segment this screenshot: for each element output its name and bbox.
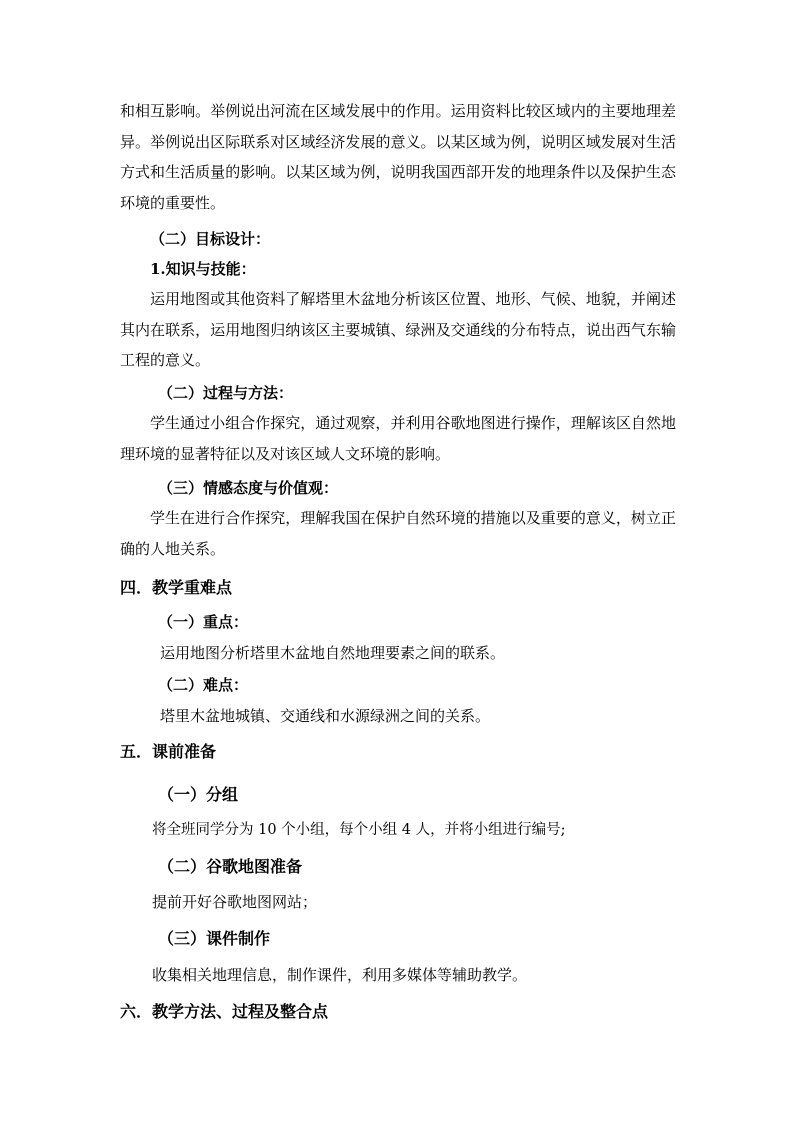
- difficult-point-text: 塔里木盆地城镇、交通线和水源绿洲之间的关系。: [160, 707, 491, 725]
- section-6-heading: 六．教学方法、过程及整合点: [120, 1002, 329, 1021]
- difficult-point-heading: （二）难点：: [158, 676, 249, 694]
- goal-design-heading: （二）目标设计：: [150, 230, 271, 248]
- key-point-heading: （一）重点：: [158, 613, 249, 631]
- intro-paragraph: 和相互影响。举例说出河流在区域发展中的作用。运用资料比较区域内的主要地理差异。举例说出区际联系对区域经济发展的意义。以某区域为例，说明区域发展对生活方式和生活质量的影响。以某区域为例，说明我国西部开发的地理条件以及保护生态环境的重要性。: [120, 102, 676, 212]
- section-5-heading: 五．课前准备: [120, 742, 217, 761]
- courseware-heading: （三）课件制作: [158, 929, 271, 948]
- process-methods-heading: （二）过程与方法：: [158, 384, 294, 402]
- process-methods-text: 学生通过小组合作探究，通过观察，并利用谷歌地图进行操作，理解该区自然地理环境的显著特征以及对该区域人文环境的影响。: [120, 414, 676, 463]
- knowledge-skills-text: 运用地图或其他资料了解塔里木盆地分析该区位置、地形、气候、地貌，并阐述其内在联系，运用地图归纳该区主要城镇、绿洲及交通线的分布特点，说出西气东输工程的意义。: [120, 290, 676, 369]
- section-4-heading: 四．教学重难点: [120, 578, 233, 597]
- key-point-text: 运用地图分析塔里木盆地自然地理要素之间的联系。: [160, 644, 506, 662]
- group-heading: （一）分组: [158, 785, 239, 804]
- knowledge-skills-heading: 1.知识与技能：: [150, 260, 256, 278]
- attitude-values-heading: （三）情感态度与价值观：: [158, 479, 339, 497]
- group-text: 将全班同学分为 10 个小组，每个小组 4 人，并将小组进行编号;: [152, 822, 566, 838]
- google-map-heading: （二）谷歌地图准备: [158, 857, 303, 876]
- attitude-values-text: 学生在进行合作探究，理解我国在保护自然环境的措施以及重要的意义，树立正确的人地关系。: [120, 509, 676, 558]
- courseware-text: 收集相关地理信息，制作课件，利用多媒体等辅助教学。: [152, 966, 528, 984]
- google-map-text: 提前开好谷歌地图网站；: [152, 893, 318, 911]
